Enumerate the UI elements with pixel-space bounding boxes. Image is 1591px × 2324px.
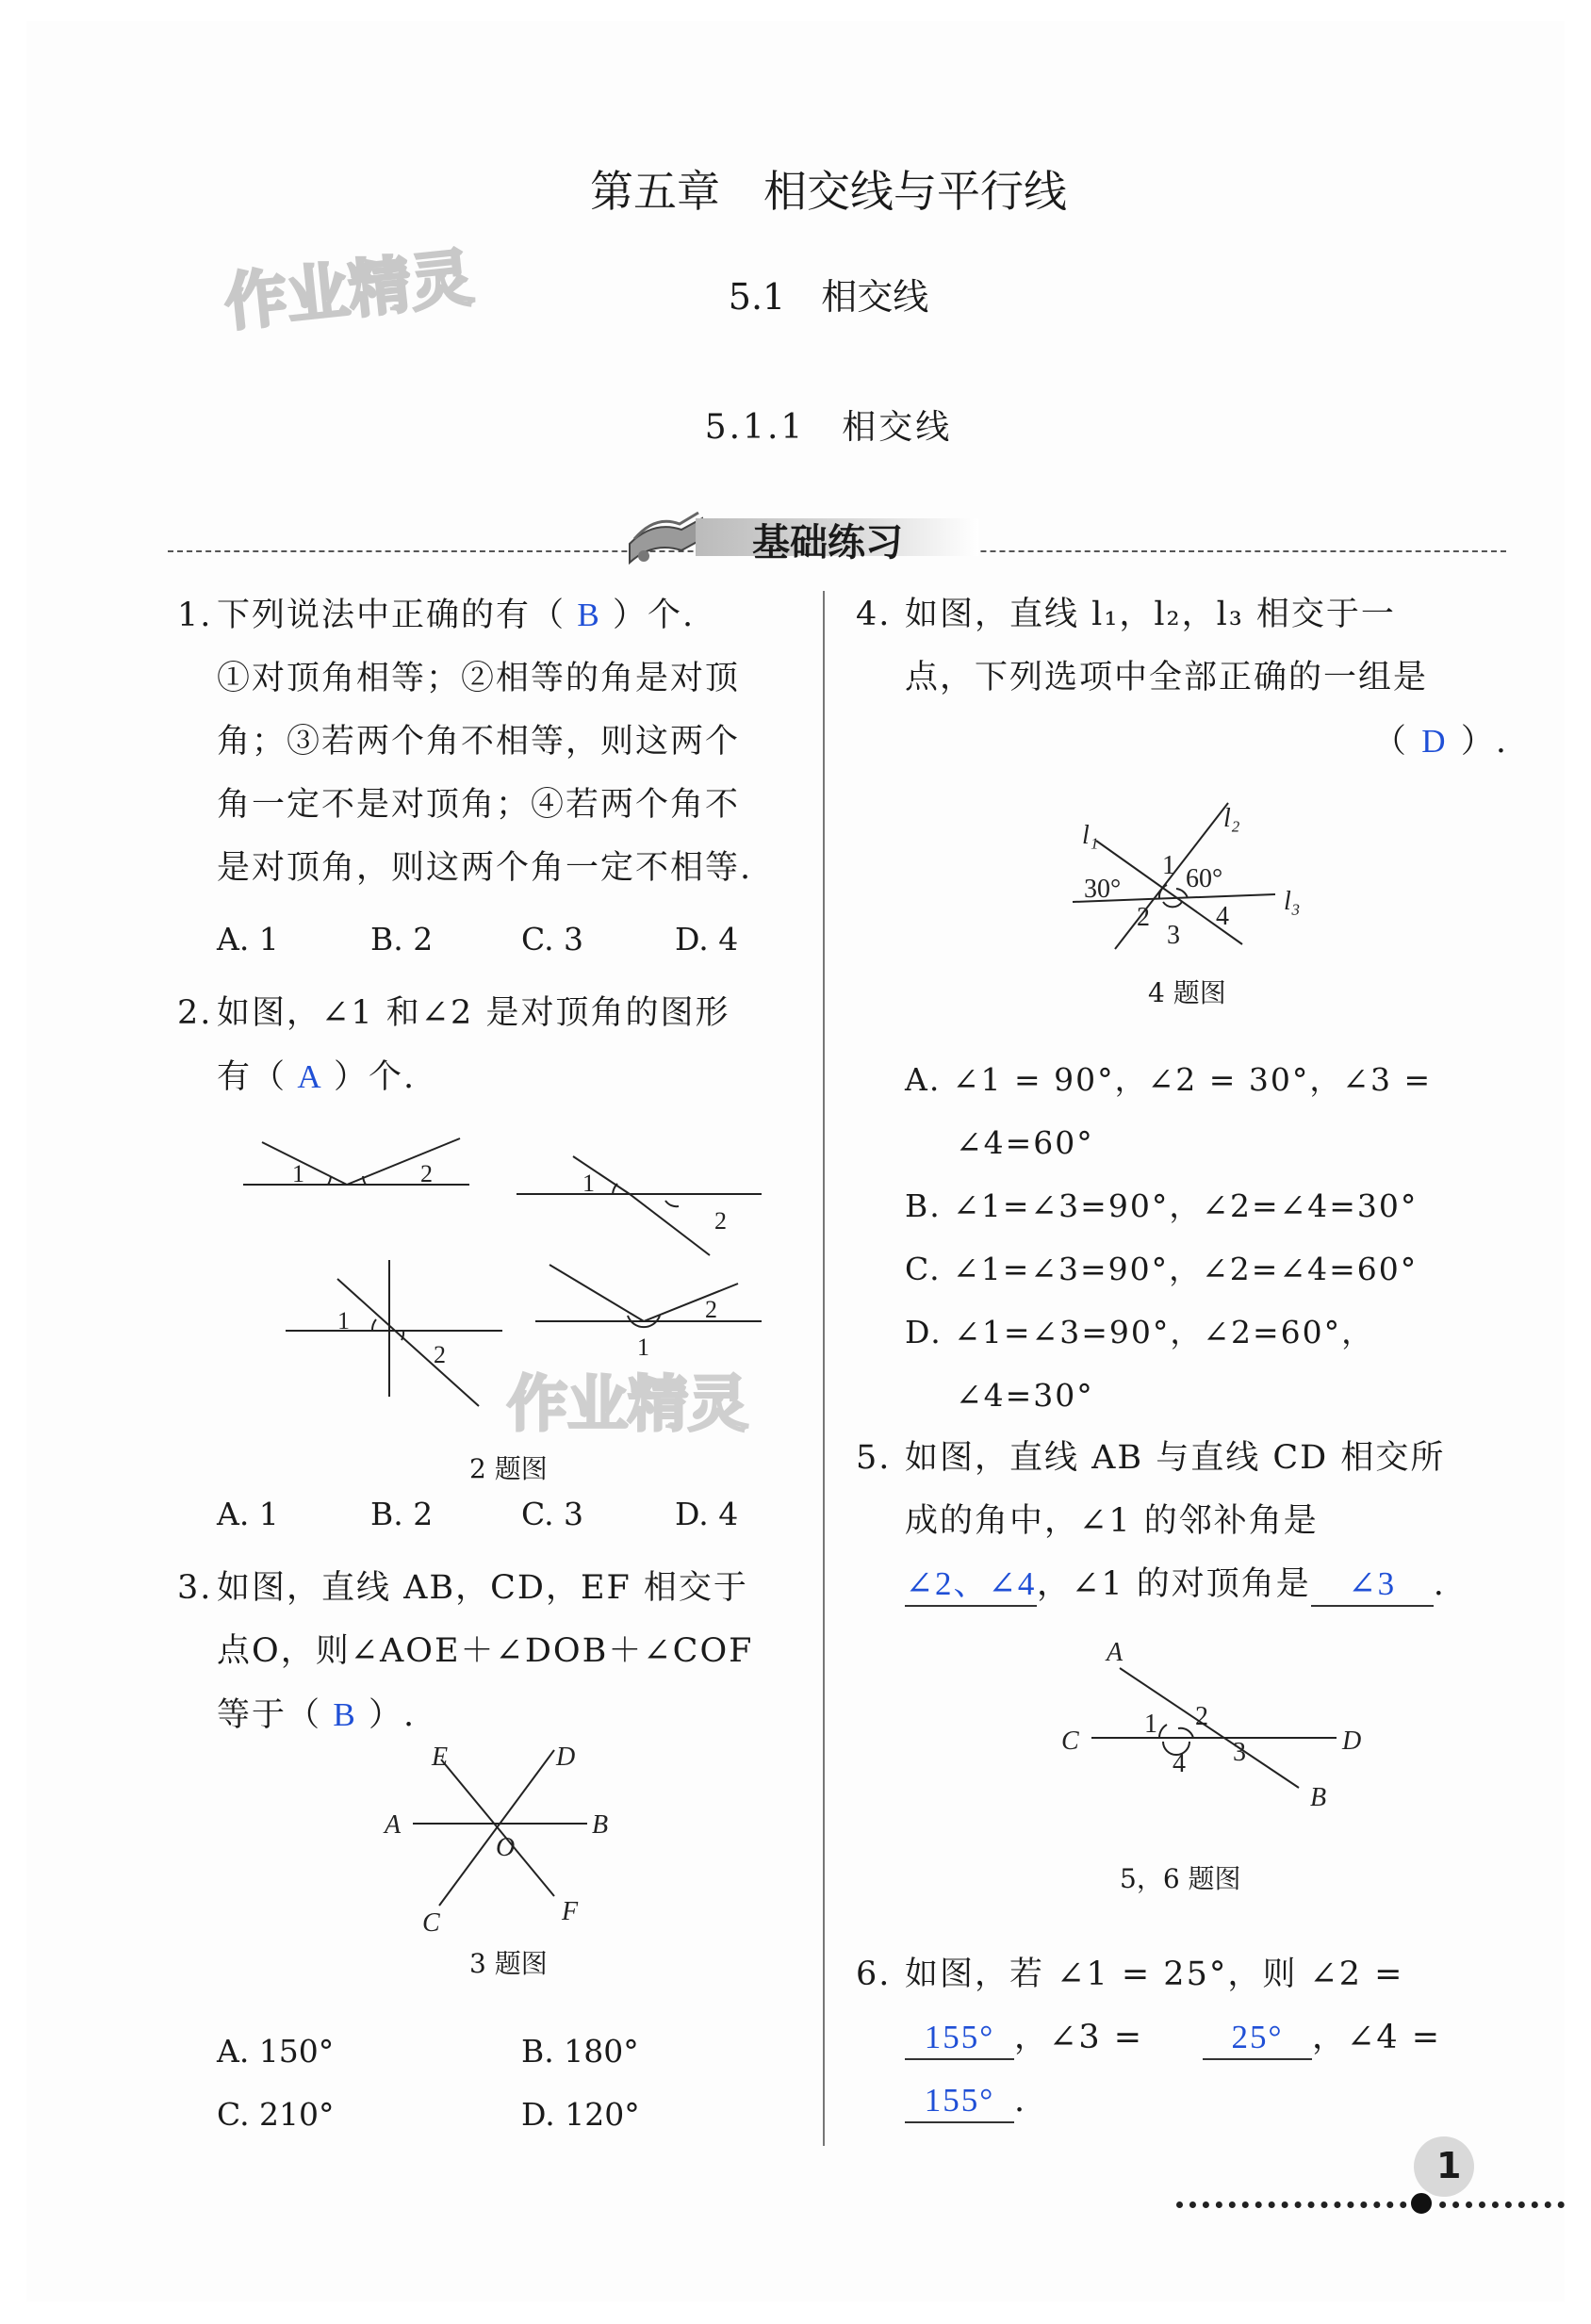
q6-text: 如图，若 ∠1 = 25°，则 ∠2 = <box>905 1956 1404 1993</box>
q4-caption: 4 题图 <box>1148 977 1226 1008</box>
watermark-logo <box>211 233 501 347</box>
q2-answer: A <box>297 1058 323 1095</box>
q3-option-d: D. 120° <box>521 2096 640 2133</box>
q3-text: 如图，直线 AB，CD，EF 相交于 <box>217 1569 748 1607</box>
q4-label-1: 1 <box>1162 851 1175 880</box>
q2-fig-d-label-2: 2 <box>705 1296 717 1323</box>
q3-caption: 3 题图 <box>469 1948 548 1979</box>
q6-text-3: ，∠4 = <box>1312 2019 1442 2056</box>
q4-answer: D <box>1421 723 1448 760</box>
question-5 <box>856 1427 1516 1616</box>
q1-option-b: B. 2 <box>370 921 434 957</box>
svg-text:作业精灵: 作业精灵 <box>221 241 477 340</box>
q3-label-e: E <box>432 1743 449 1772</box>
q4-number: 4. <box>856 596 892 633</box>
svg-text:作业精灵: 作业精灵 <box>507 1370 748 1440</box>
q4-option-c: C. ∠1=∠3=90°，∠2=∠4=60° <box>905 1251 1419 1287</box>
q1-number: 1. <box>177 597 213 634</box>
q3-number: 3. <box>177 1569 213 1607</box>
q4-option-a: A. ∠1 = 90°，∠2 = 30°，∠3 = <box>905 1061 1433 1098</box>
q1-text: 下列说法中正确的有（ <box>217 597 566 634</box>
column-divider <box>823 591 825 2146</box>
q2-fig-b-label-2: 2 <box>714 1207 727 1235</box>
q4-label-2: 2 <box>1137 903 1150 932</box>
q4-label-60: 60° <box>1186 864 1223 893</box>
q6-text-4: . <box>1014 2082 1027 2119</box>
q3-line-2: 点O，则∠AOE＋∠DOB＋∠COF <box>217 1632 754 1670</box>
q3-option-b: B. 180° <box>521 2033 639 2070</box>
q5-label-4: 4 <box>1173 1749 1186 1778</box>
q5-label-c: C <box>1061 1727 1079 1756</box>
q2-option-b: B. 2 <box>370 1496 434 1532</box>
q5-text: 如图，直线 AB 与直线 CD 相交所 <box>905 1439 1446 1477</box>
q5-text-4: . <box>1433 1565 1446 1603</box>
q4-option-a-cont: ∠4=60° <box>956 1124 1094 1161</box>
q4-option-d-cont: ∠4=30° <box>956 1377 1094 1414</box>
q3-figure <box>375 1731 639 1948</box>
q2-caption: 2 题图 <box>469 1453 548 1484</box>
q3-label-f: F <box>562 1897 579 1926</box>
question-4 <box>856 583 1516 774</box>
q2-fig-a-label-2: 2 <box>420 1160 433 1187</box>
q2-text-3: ）个. <box>334 1058 417 1096</box>
q5-text-3: ，∠1 的对顶角是 <box>1037 1565 1311 1603</box>
q4-label-4: 4 <box>1216 902 1229 931</box>
q4-label-l2: l₂ <box>1223 804 1240 833</box>
q4-label-l1: l₁ <box>1082 821 1099 850</box>
q3-label-c: C <box>422 1908 440 1938</box>
page-footer <box>1176 2132 1565 2235</box>
q1-line-3: 角；③若两个角不相等，则这两个 <box>217 723 741 761</box>
q2-fig-b-label-1: 1 <box>582 1170 595 1197</box>
q4-text: 如图，直线 l₁，l₂，l₃ 相交于一 <box>905 596 1396 633</box>
page-number: 1 <box>1436 2145 1462 2186</box>
q6-answer-angle4: 155° <box>905 2080 1014 2123</box>
q2-fig-c-label-2: 2 <box>434 1341 446 1368</box>
q5-answer-vertical: ∠3 <box>1311 1563 1434 1607</box>
section-banner <box>168 492 1506 577</box>
q5-label-2: 2 <box>1195 1702 1208 1731</box>
q1-line-2: ①对顶角相等；②相等的角是对顶 <box>217 660 741 697</box>
banner-label: 基础练习 <box>752 521 903 565</box>
q5-number: 5. <box>856 1439 892 1477</box>
q4-paren-open: （ <box>1372 723 1408 761</box>
q1-text-end: ）个. <box>613 597 696 634</box>
q3-option-a: A. 150° <box>217 2033 335 2070</box>
q2-option-d: D. 4 <box>675 1496 739 1532</box>
q2-number: 2. <box>177 994 213 1032</box>
q1-option-a: A. 1 <box>217 921 279 957</box>
q1-answer: B <box>577 597 601 633</box>
footer-dots <box>1176 2201 1565 2208</box>
q4-line-2: 点，下列选项中全部正确的一组是 <box>905 659 1429 696</box>
q4-option-b: B. ∠1=∠3=90°，∠2=∠4=30° <box>905 1187 1419 1224</box>
q4-label-3: 3 <box>1167 921 1180 950</box>
question-1 <box>177 583 818 900</box>
chapter-title: 第五章 相交线与平行线 <box>590 166 1067 217</box>
question-2 <box>177 982 818 1109</box>
q5-line-2: 成的角中，∠1 的邻补角是 <box>905 1502 1319 1540</box>
q1-option-d: D. 4 <box>675 921 739 957</box>
q2-fig-d-label-1: 1 <box>637 1334 649 1361</box>
q6-text-2: ，∠3 = <box>1014 2019 1144 2056</box>
q1-line-5: 是对顶角，则这两个角一定不相等. <box>217 849 753 887</box>
watermark-logo-2 <box>498 1359 780 1444</box>
q3-label-a: A <box>385 1810 402 1840</box>
q5-label-d: D <box>1342 1727 1362 1756</box>
q5-label-3: 3 <box>1233 1738 1246 1767</box>
q3-text-3: 等于（ <box>217 1696 322 1734</box>
q2-option-a: A. 1 <box>217 1496 279 1532</box>
q6-number: 6. <box>856 1956 892 1993</box>
q5-label-a: A <box>1107 1638 1124 1667</box>
q3-answer: B <box>333 1696 357 1733</box>
q6-answer-angle2: 155° <box>905 2017 1014 2060</box>
q2-fig-c-label-1: 1 <box>337 1307 350 1334</box>
question-3 <box>177 1557 818 1747</box>
q1-line-4: 角一定不是对顶角；④若两个角不 <box>217 786 741 824</box>
q5-figure <box>1054 1632 1393 1811</box>
q5-label-1: 1 <box>1144 1710 1157 1739</box>
q5-label-b: B <box>1310 1783 1327 1811</box>
q6-answer-angle3: 25° <box>1203 2017 1312 2060</box>
q4-options <box>905 1048 1527 1427</box>
q3-option-c: C. 210° <box>217 2096 335 2133</box>
q4-label-30: 30° <box>1084 875 1122 904</box>
q3-label-b: B <box>592 1810 609 1840</box>
q4-paren-close: ）. <box>1460 723 1508 761</box>
section-title: 5.1 相交线 <box>728 276 929 318</box>
q1-option-c: C. 3 <box>521 921 584 957</box>
q5-caption: 5，6 题图 <box>1120 1863 1241 1894</box>
page <box>26 21 1565 2301</box>
q2-fig-a-label-1: 1 <box>292 1160 304 1187</box>
q4-option-d: D. ∠1=∠3=90°，∠2=60°， <box>905 1314 1375 1350</box>
q4-label-l3: l₃ <box>1284 887 1301 916</box>
subsection-title: 5.1.1 相交线 <box>704 408 953 447</box>
q4-figure <box>1044 789 1327 968</box>
q3-text-4: ）. <box>369 1696 417 1734</box>
question-6 <box>856 1943 1516 2133</box>
q3-label-d: D <box>556 1743 576 1772</box>
q2-text-2: 有（ <box>217 1058 287 1096</box>
q2-text: 如图，∠1 和∠2 是对顶角的图形 <box>217 994 730 1032</box>
q2-option-c: C. 3 <box>521 1496 584 1532</box>
q5-answer-adjacent: ∠2、∠4 <box>905 1563 1037 1607</box>
q3-label-o: O <box>496 1833 516 1862</box>
badge-dot-icon <box>1408 2190 1435 2217</box>
